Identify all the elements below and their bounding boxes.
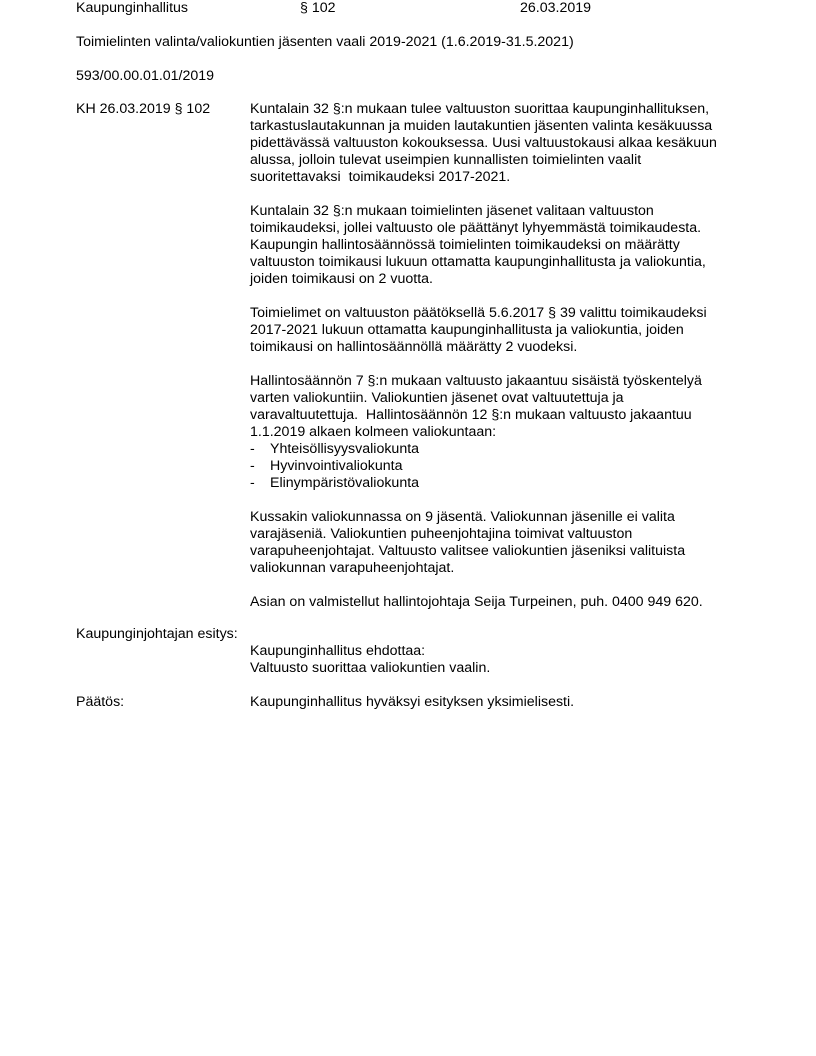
- text-line: alussa, jolloin tulevat useimpien kunnallisten toimielinten vaalit: [250, 152, 642, 168]
- text-line: pidettävässä valtuuston kokouksessa. Uusi valtuustokausi alkaa kesäkuun: [250, 135, 717, 151]
- paragraph-4: [250, 373, 750, 492]
- bullet-marker: -: [250, 458, 255, 474]
- text-line: suoritettavaksi toimikaudeksi 2017-2021.: [250, 169, 511, 185]
- proposal-line-2: Valtuusto suorittaa valiokuntien vaalin.: [250, 660, 491, 676]
- committee-list-item: [250, 441, 750, 458]
- text-line: joiden toimikausi on 2 vuotta.: [250, 271, 433, 287]
- header-body-name: Kaupunginhallitus: [76, 0, 189, 16]
- committee-name: Yhteisöllisyysvaliokunta: [270, 441, 420, 457]
- record-number: 593/00.00.01.01/2019: [76, 68, 215, 84]
- text-line: valiokunnan varapuheenjohtajat.: [250, 560, 455, 576]
- text-line: Kuntalain 32 §:n mukaan toimielinten jäsenet valitaan valtuuston: [250, 203, 654, 219]
- text-line: 1.1.2019 alkaen kolmeen valiokuntaan:: [250, 424, 497, 440]
- meeting-reference: KH 26.03.2019 § 102: [76, 101, 211, 117]
- proposal-label: Kaupunginjohtajan esitys:: [76, 626, 238, 642]
- text-line: Toimielimet on valtuuston päätöksellä 5.6.2017 § 39 valittu toimikaudeksi: [250, 305, 707, 321]
- paragraph-2: [250, 203, 750, 288]
- text-line: Hallintosäännön 7 §:n mukaan valtuusto jakaantuu sisäistä työskentelyä: [250, 373, 702, 389]
- text-line: varapuheenjohtajat. Valtuusto valitsee valiokuntien jäseniksi valituista: [250, 543, 686, 559]
- bullet-marker: -: [250, 475, 255, 491]
- committee-name: Elinympäristövaliokunta: [270, 475, 420, 491]
- document-title: Toimielinten valinta/valiokuntien jäsenten vaali 2019-2021 (1.6.2019-31.5.2021): [76, 34, 574, 50]
- text-line: toimikaudeksi, jollei valtuusto ole päättänyt lyhyemmästä toimikaudesta.: [250, 220, 702, 236]
- text-line: valtuuston toimikausi lukuun ottamatta kaupunginhallitusta ja valiokuntia,: [250, 254, 706, 270]
- preparer-note: [250, 594, 750, 611]
- text-line: Asian on valmistellut hallintojohtaja Seija Turpeinen, puh. 0400 949 620.: [250, 594, 703, 610]
- decision-label: Päätös:: [76, 694, 125, 710]
- body-text: [250, 101, 750, 628]
- text-line: tarkastuslautakunnan ja muiden lautakuntien jäsenten valinta kesäkuussa: [250, 118, 713, 134]
- paragraph-3: [250, 305, 750, 356]
- decision-text: Kaupunginhallitus hyväksyi esityksen yksimielisesti.: [250, 694, 575, 710]
- text-line: Kaupungin hallintosäännössä toimielinten toimikaudeksi on määrätty: [250, 237, 680, 253]
- text-line: varavaltuutettuja. Hallintosäännön 12 §:n mukaan valtuusto jakaantuu: [250, 407, 692, 423]
- text-line: 2017-2021 lukuun ottamatta kaupunginhallitusta ja valiokuntia, joiden: [250, 322, 684, 338]
- text-line: Kuntalain 32 §:n mukaan tulee valtuuston suorittaa kaupunginhallituksen,: [250, 101, 710, 117]
- proposal-line-1: Kaupunginhallitus ehdottaa:: [250, 643, 426, 659]
- text-line: varten valiokuntiin. Valiokuntien jäsenet ovat valtuutettuja ja: [250, 390, 624, 406]
- committee-list-item: [250, 475, 750, 492]
- header-section-number: § 102: [300, 0, 336, 16]
- text-line: toimikausi on hallintosäännöllä määrätty 2 vuodeksi.: [250, 339, 578, 355]
- bullet-marker: -: [250, 441, 255, 457]
- paragraph-1: [250, 101, 750, 186]
- paragraph-5: [250, 509, 750, 577]
- committee-list-item: [250, 458, 750, 475]
- header-date: 26.03.2019: [520, 0, 592, 16]
- text-line: Kussakin valiokunnassa on 9 jäsentä. Valiokunnan jäsenille ei valita: [250, 509, 675, 525]
- committee-name: Hyvinvointivaliokunta: [270, 458, 403, 474]
- text-line: varajäseniä. Valiokuntien puheenjohtajina toimivat valtuuston: [250, 526, 633, 542]
